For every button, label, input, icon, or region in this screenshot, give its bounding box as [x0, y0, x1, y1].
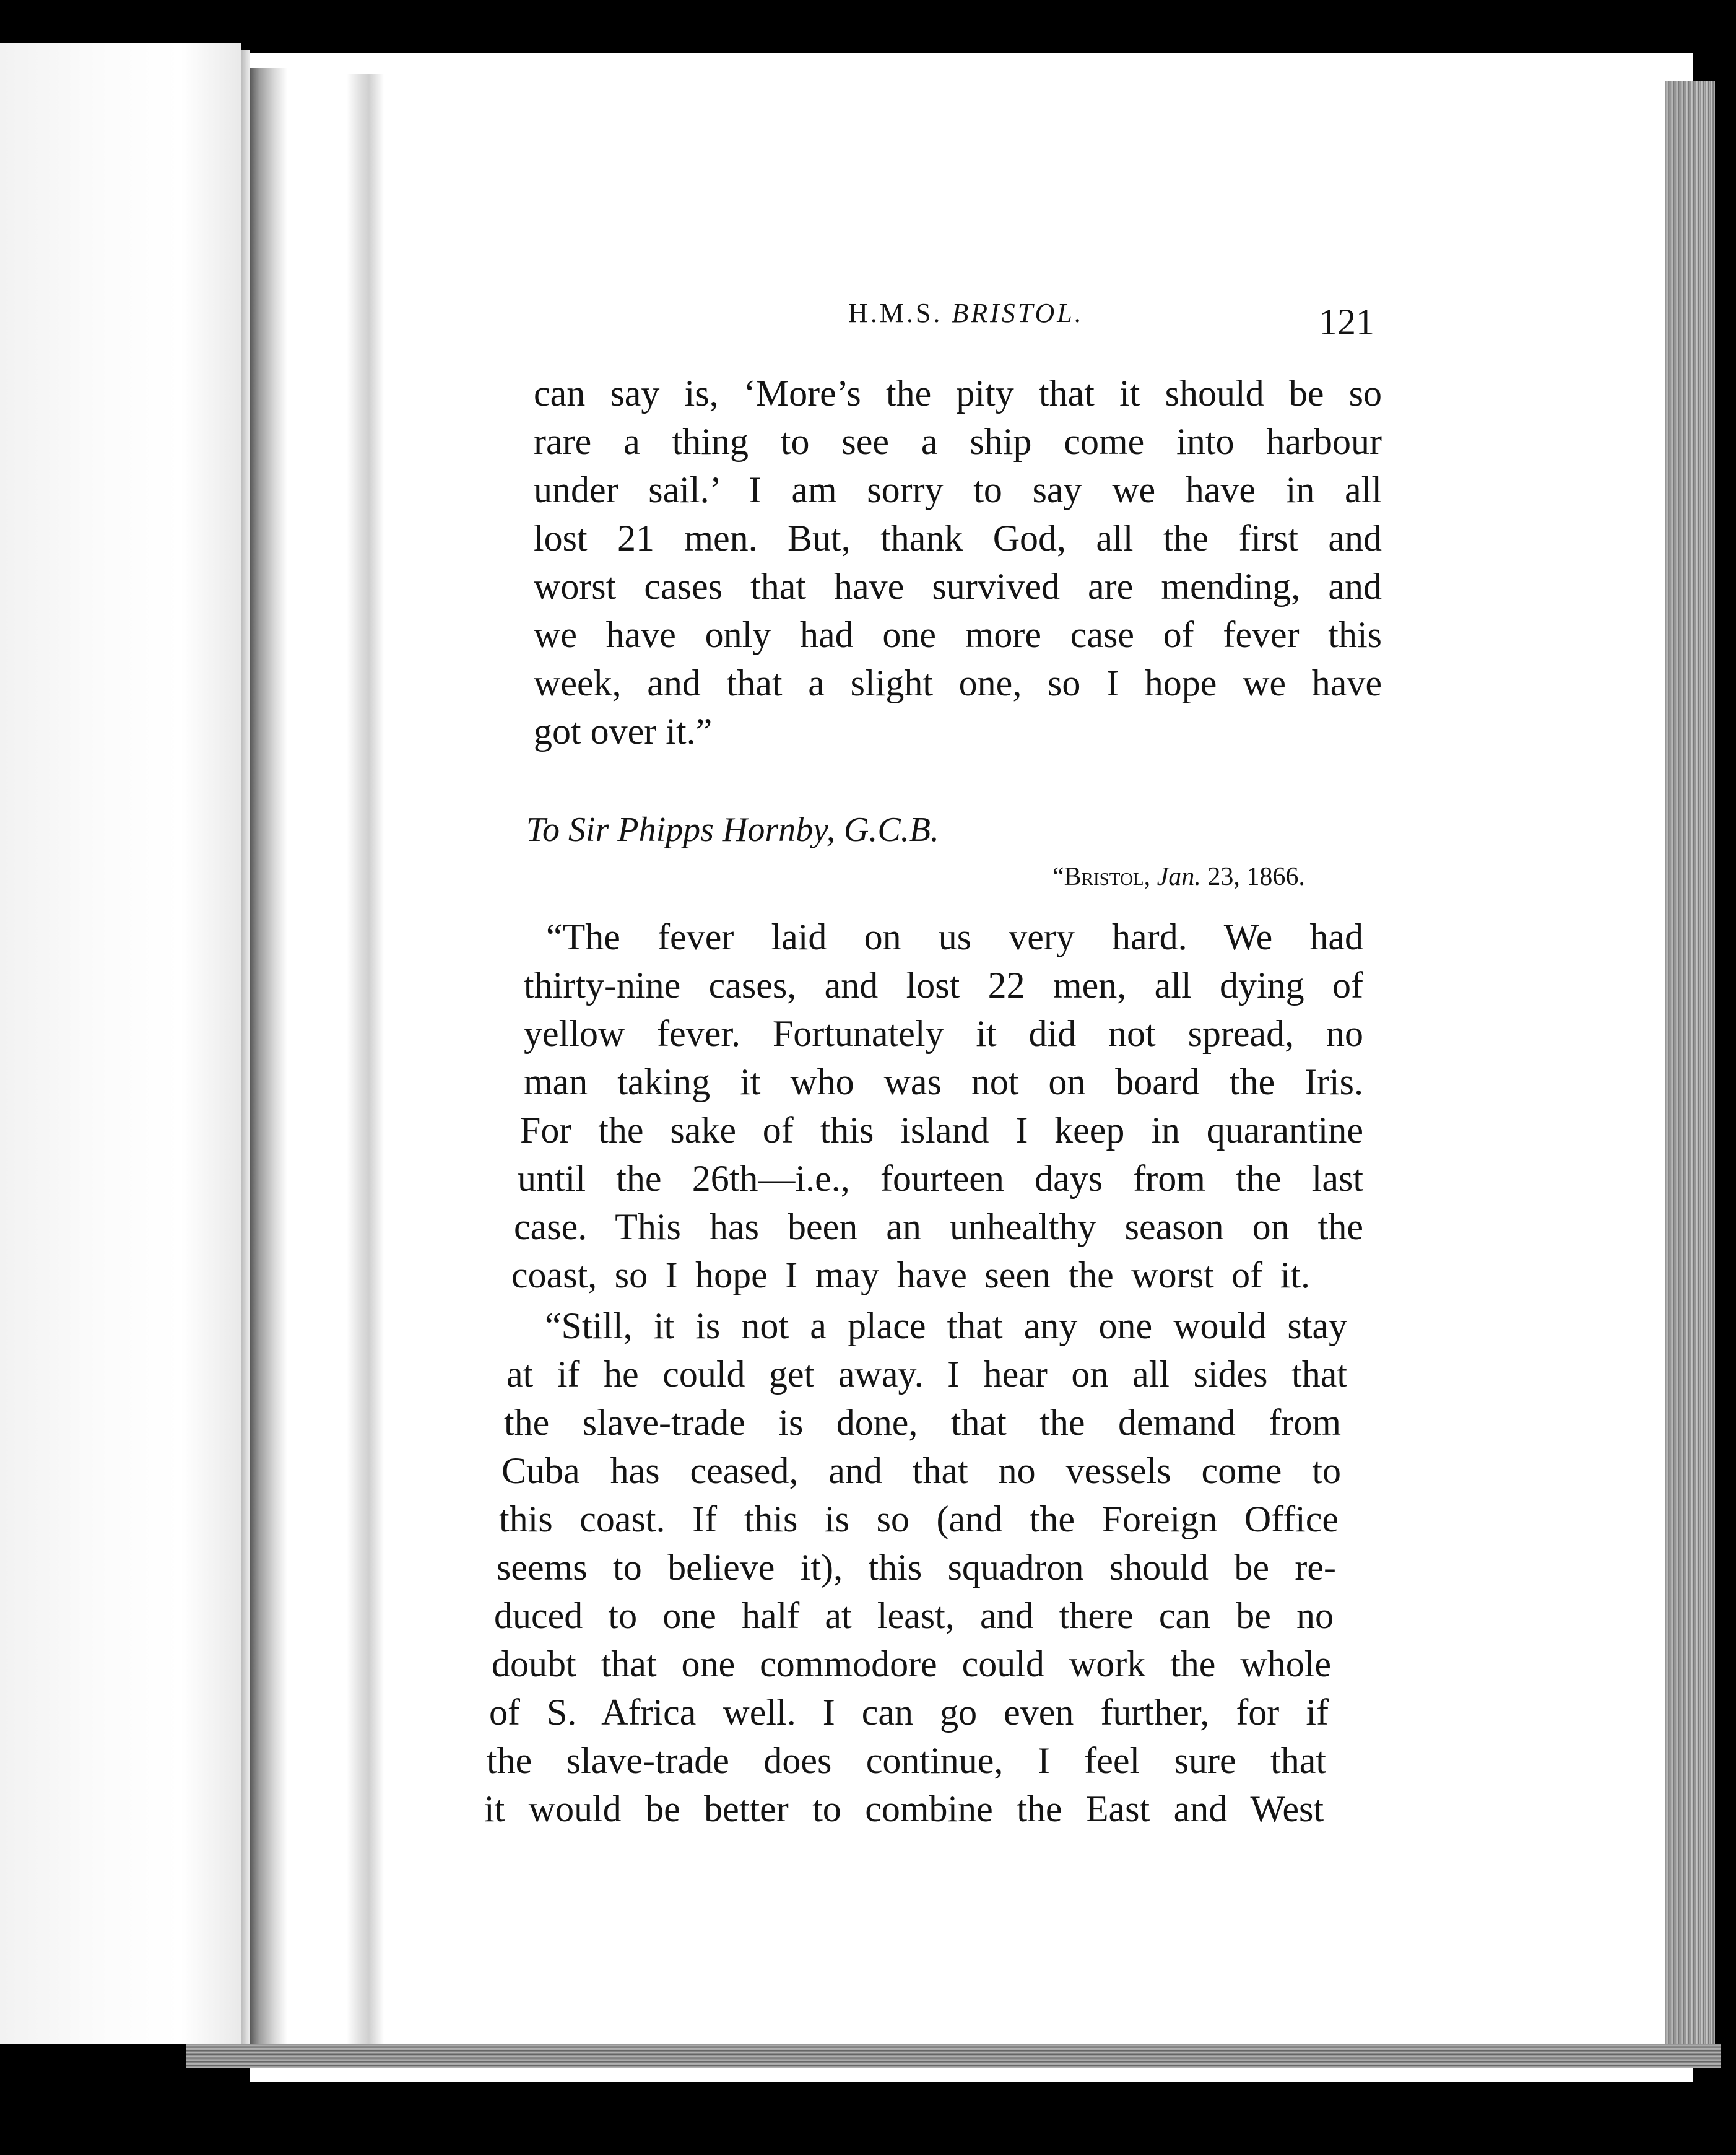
text-line: got over it.”	[534, 711, 713, 752]
text-line: lost 21 men. But, thank God, all the first and	[534, 518, 1382, 559]
text-line: the slave-trade does continue, I feel sure that	[487, 1740, 1326, 1781]
dateline-day-year: 23, 1866.	[1207, 863, 1305, 891]
text-line: until the 26th—i.e., fourteen days from the last	[518, 1158, 1363, 1199]
running-head-ship: BRISTOL.	[952, 298, 1084, 328]
running-head	[848, 297, 1084, 329]
page-fold	[241, 50, 250, 2044]
text-line: worst cases that have survived are mending, and	[534, 566, 1382, 607]
text-line: For the sake of this island I keep in quarantine	[520, 1110, 1363, 1151]
running-head-prefix: H.M.S.	[848, 298, 943, 328]
text-line: doubt that one commodore could work the whole	[492, 1643, 1331, 1684]
text-line: yellow fever. Fortunately it did not spread, no	[524, 1013, 1363, 1054]
text-line: man taking it who was not on board the Iris.	[524, 1061, 1363, 1102]
dateline-place: Bristol,	[1064, 863, 1151, 891]
text-line: coast, so I hope I may have seen the worst of it.	[511, 1255, 1310, 1295]
dateline-month: Jan.	[1157, 863, 1201, 891]
text-line: case. This has been an unhealthy season on the	[514, 1206, 1363, 1247]
letter-salutation: To Sir Phipps Hornby, G.C.B.	[526, 811, 939, 849]
text-line: under sail.’ I am sorry to say we have in all	[534, 469, 1382, 510]
previous-page-edge	[0, 43, 241, 2044]
stacked-page-edges	[1665, 81, 1715, 2056]
gutter-shadow	[250, 68, 287, 2044]
text-line: can say is, ‘More’s the pity that it should be so	[534, 373, 1382, 414]
text-line: “The fever laid on us very hard. We had	[546, 916, 1363, 957]
text-line: week, and that a slight one, so I hope we have	[534, 663, 1382, 703]
text-line: we have only had one more case of fever this	[534, 614, 1382, 655]
text-line: “Still, it is not a place that any one would stay	[545, 1305, 1347, 1346]
text-line: at if he could get away. I hear on all sides that	[506, 1354, 1347, 1395]
text-line: Cuba has ceased, and that no vessels come to	[501, 1450, 1341, 1491]
text-line: this coast. If this is so (and the Foreign Office	[499, 1499, 1339, 1539]
text-line: seems to believe it), this squadron should be re-	[497, 1547, 1336, 1588]
dateline-open-quote: “	[1052, 863, 1064, 891]
letter-dateline	[1052, 862, 1305, 892]
text-line: it would be better to combine the East and West	[484, 1788, 1324, 1829]
text-line: rare a thing to see a ship come into harbour	[534, 421, 1382, 462]
page-number: 121	[1319, 302, 1374, 342]
text-line: duced to one half at least, and there can be no	[494, 1595, 1334, 1636]
bottom-page-edges	[186, 2044, 1721, 2068]
text-line: the slave-trade is done, that the demand from	[504, 1402, 1341, 1443]
gutter-crease	[347, 74, 384, 2044]
text-line: thirty-nine cases, and lost 22 men, all dying of	[524, 965, 1363, 1006]
text-line: of S. Africa well. I can go even further, for if	[489, 1692, 1329, 1733]
